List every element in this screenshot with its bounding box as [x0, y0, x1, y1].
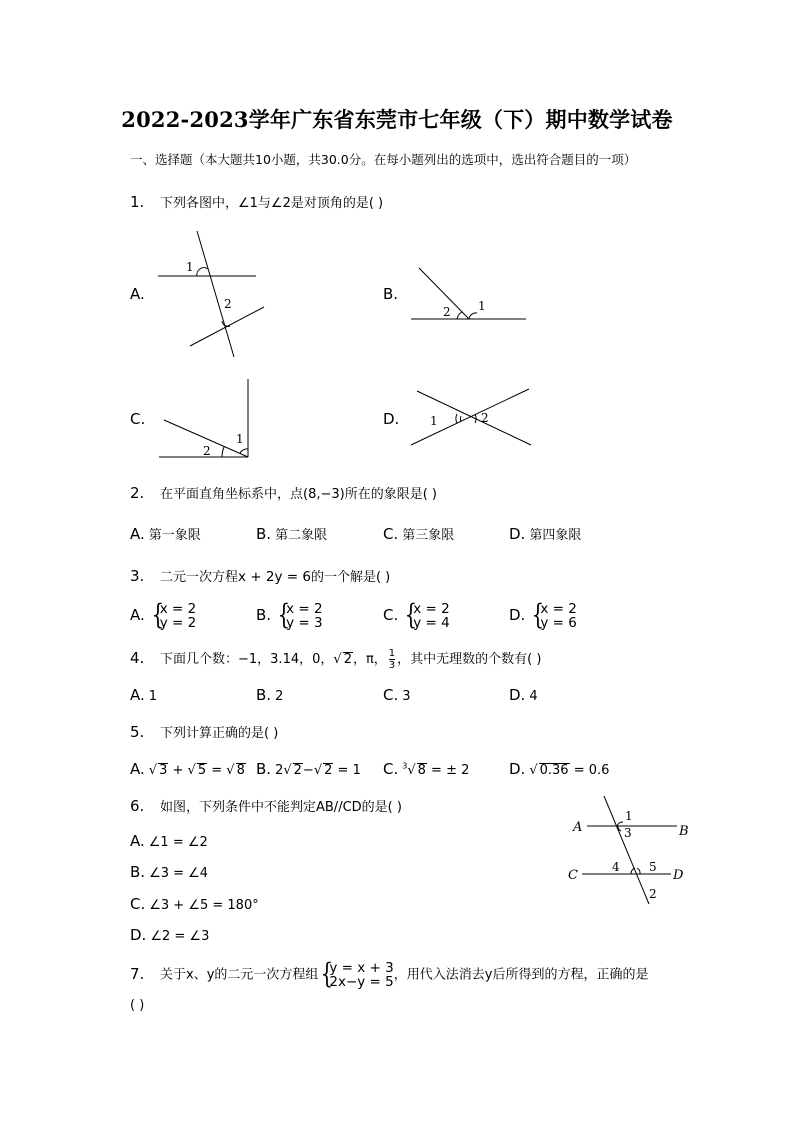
- option-a-label: A.: [130, 285, 145, 303]
- option-b: B. { x = 2 y = 3: [256, 598, 323, 631]
- option-c: C. { x = 2 y = 4: [383, 598, 450, 631]
- question-3: 3. 二元一次方程x + 2y = 6的一个解是( ): [130, 567, 391, 585]
- option-b: B. 第二象限: [256, 525, 328, 543]
- figure-q1-d: [405, 385, 535, 450]
- question-7: 7. 关于x、y的二元一次方程组 { y = x + 3 2x−y = 5 ，用代入法消去y后所得到的方程，正确的是: [130, 957, 649, 990]
- question-4: 4. 下面几个数：−1，3.14，0，√ 2，π， $\frac{1}{3}$ ，其中无理数的个数有( ): [130, 648, 542, 671]
- angle-label: 1: [236, 432, 244, 446]
- figure-q6: [565, 790, 695, 910]
- option-c: C. 第三象限: [383, 525, 455, 543]
- svg-text:A: A: [573, 820, 583, 835]
- option-a: A. { x = 2 y = 2: [130, 598, 197, 631]
- question-2: 2. 在平面直角坐标系中，点(8,−3)所在的象限是( ): [130, 484, 437, 502]
- option-d: D. 第四象限: [509, 525, 582, 543]
- angle-label: 2: [443, 305, 451, 319]
- option-d-label: D.: [383, 410, 400, 428]
- option-b-label: B.: [383, 285, 399, 303]
- option-b: B. 2: [256, 686, 284, 704]
- option-c: C. 3: [383, 686, 411, 704]
- angle-label: 2: [203, 444, 211, 458]
- option-c: C. ∠3 + ∠5 = 180°: [130, 895, 259, 913]
- svg-text:C: C: [568, 868, 578, 883]
- angle-label: 1: [186, 260, 194, 274]
- question-number: 1.: [130, 193, 145, 211]
- option-d: D. ∠2 = ∠3: [130, 926, 210, 944]
- option-d: D. √ 0.36 = 0.6: [509, 760, 610, 778]
- figure-q1-a: [150, 225, 265, 360]
- svg-text:3: 3: [624, 826, 632, 840]
- angle-label: 2: [481, 411, 489, 425]
- question-text: 下列各图中，∠1与∠2是对顶角的是( ): [160, 196, 384, 211]
- option-c: C. $^3$√ 8 = ± 2: [383, 760, 470, 778]
- angle-label: 2: [224, 297, 232, 311]
- page-title: 2022-2023学年广东省东莞市七年级（下）期中数学试卷: [121, 107, 673, 132]
- figure-q1-b: [405, 262, 530, 324]
- option-c-label: C.: [130, 410, 146, 428]
- angle-label: 1: [478, 299, 486, 313]
- option-a: A. 1: [130, 686, 158, 704]
- svg-text:5: 5: [649, 860, 657, 874]
- svg-text:B: B: [679, 824, 689, 839]
- question-6: 6. 如图，下列条件中不能判定AB//CD的是( ): [130, 797, 402, 815]
- option-a: A. √ 3 + √ 5 = √ 8: [130, 760, 245, 778]
- option-b: B. 2√ 2−√ 2 = 1: [256, 760, 361, 778]
- option-a: A. 第一象限: [130, 525, 201, 543]
- question-7-line2: ( ): [130, 998, 145, 1013]
- question-5: 5. 下列计算正确的是( ): [130, 723, 279, 741]
- svg-text:1: 1: [625, 809, 633, 823]
- angle-label: 1: [430, 414, 438, 428]
- svg-text:D: D: [673, 868, 684, 883]
- option-d: D. 4: [509, 686, 538, 704]
- option-a: A. ∠1 = ∠2: [130, 832, 208, 850]
- figure-q1-c: [155, 375, 255, 465]
- option-b: B. ∠3 = ∠4: [130, 863, 209, 881]
- svg-text:4: 4: [612, 860, 620, 874]
- question-1: [130, 192, 383, 211]
- svg-text:2: 2: [649, 887, 657, 901]
- section-heading: 一、选择题（本大题共10小题，共30.0分。在每小题列出的选项中，选出符合题目的一项）: [130, 152, 637, 167]
- option-d: D. { x = 2 y = 6: [509, 598, 577, 631]
